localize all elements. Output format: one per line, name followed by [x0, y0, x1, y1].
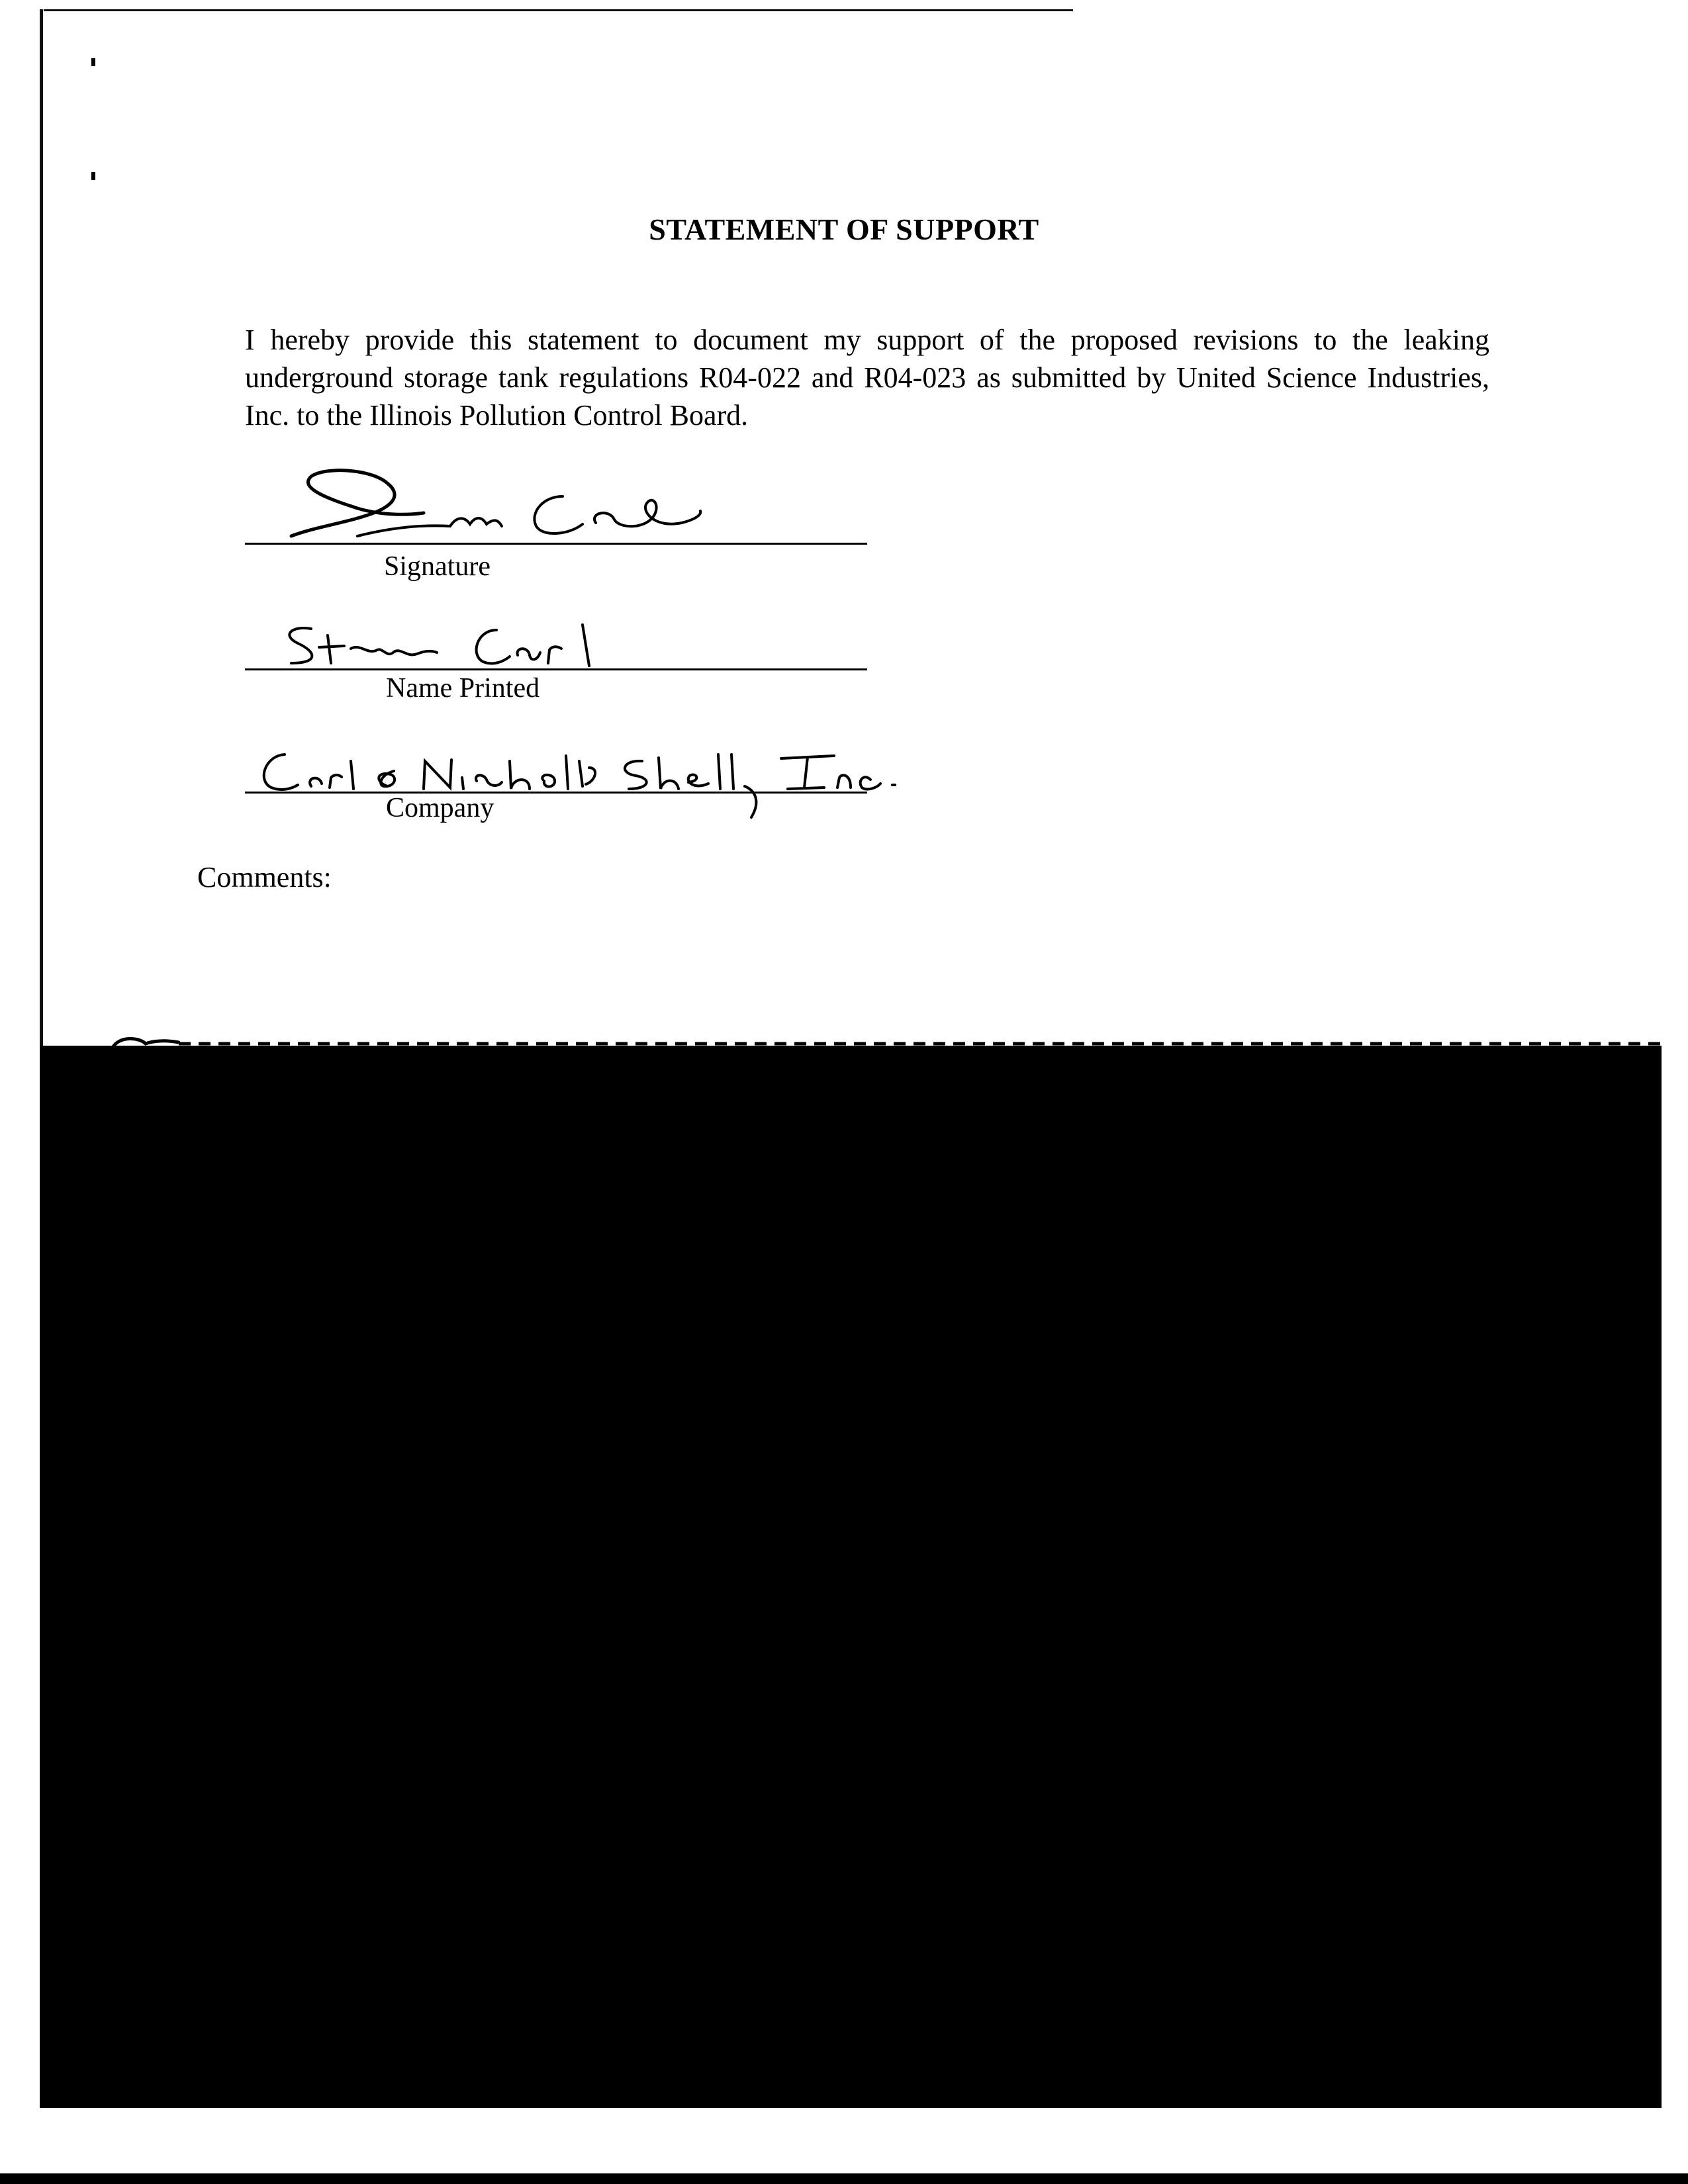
scan-edge-top [44, 9, 1073, 11]
company-handwriting [252, 741, 927, 827]
signature-handwriting [252, 450, 702, 549]
scan-speck [91, 58, 95, 66]
signature-label: Signature [384, 551, 491, 582]
name-printed-line [245, 668, 867, 670]
company-label: Company [386, 793, 494, 823]
scan-speck [91, 172, 95, 180]
company-line [245, 792, 867, 794]
comments-label: Comments: [197, 861, 332, 893]
name-printed-label: Name Printed [386, 673, 540, 704]
redacted-area [40, 1046, 1662, 2108]
name-handwriting [278, 615, 609, 675]
scan-edge-left [40, 9, 43, 1055]
page-title: STATEMENT OF SUPPORT [649, 212, 1039, 246]
scan-edge-bottom [0, 2173, 1688, 2184]
signature-line [245, 543, 867, 545]
statement-text: I hereby provide this statement to document my support of the proposed revisions to the leaking underground storage tank regulations R04-022 and R04-023 as submitted by United Science Industries, Inc. to the Illinois Pollution Control Board. [245, 324, 1489, 432]
